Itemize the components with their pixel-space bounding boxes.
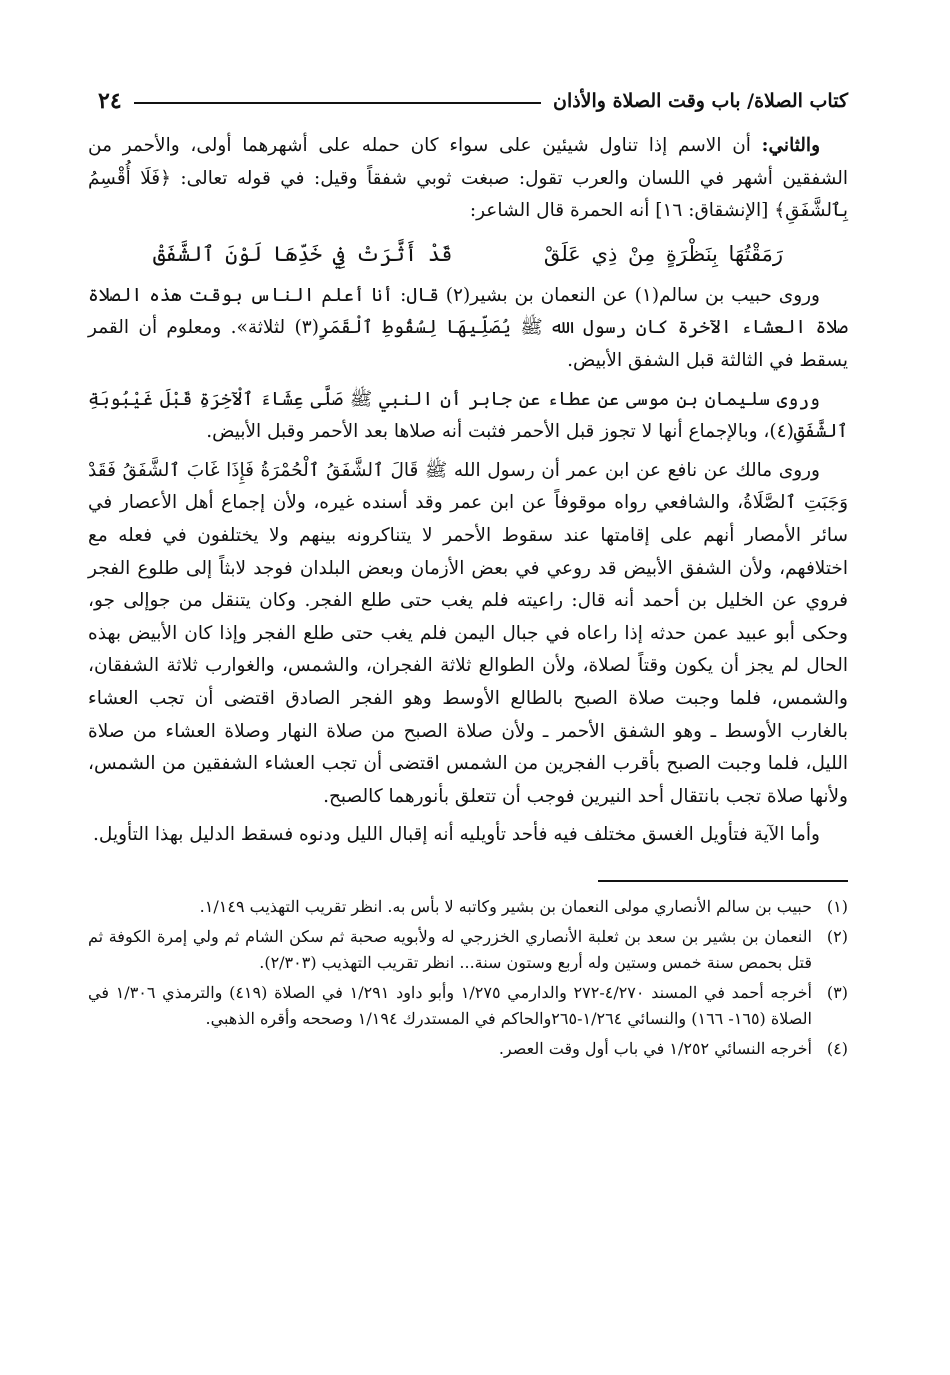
verse-hemistich-2: قَدْ أَثَّرَتْ فِي خَدِّهَا لَوْنَ ٱلشَّفَقْ <box>152 241 453 266</box>
paragraph-5: وأما الآية فتأويل الغسق مختلف فيه فأحد تأويليه أنه إقبال الليل ودنوه فسقط الدليل بهذا التأويل. <box>93 824 820 846</box>
header-rule <box>134 102 541 104</box>
footnote-number: (٣) <box>826 982 848 1002</box>
page-number: ٢٤ <box>98 88 122 114</box>
footnote-separator <box>598 880 848 882</box>
paragraph-3: وروى سليمان بن موسى عن عطاء عن جابر أن النبي ﷺ صَلَّى عِشَاءَ ٱلْآخِرَةِ قَبْلَ غَيْبُوبَةِ ٱلشَّفَقِ(٤)، وبالإجماع أنها لا تجوز قبل الأحمر فثبت أنه صلاها بعد الأحمر وقبل الأبيض. <box>88 388 848 443</box>
verse-hemistich-1: رَمَقْتُهَا بِنَظْرَةٍ مِنْ ذِي عَلَقْ <box>543 241 783 266</box>
poetry-verse <box>88 234 848 274</box>
footnote-number: (٤) <box>826 1038 848 1058</box>
paragraph-2: وروى حبيب بن سالم(١) عن النعمان بن بشير(٢) قال: أنا أعلم الناس بوقت هذه الصلاة صلاة العشاء الآخرة كان رسول الله ﷺ يُصَلِّيهَا لِسُقُوطِ ٱلْقَمَرِ(٣) لثلاثة». ومعلوم أن القمر يسقط في الثالثة قبل الشفق الأبيض. <box>88 284 848 371</box>
footnote-text: النعمان بن بشير بن سعد بن ثعلبة الأنصاري الخزرجي له ولأبويه صحبة ثم سكن الشام ثم ولي إمرة الكوفة ثم قتل بحمص سنة خمس وستين وله أربع وستون سنة... انظر تقريب التهذيب (٢/٣٠٣). <box>88 926 812 972</box>
paragraph-1 <box>88 130 848 228</box>
header-title: كتاب الصلاة/ باب وقت الصلاة والأذان <box>552 90 848 112</box>
footnote-2 <box>88 924 848 976</box>
paragraph-4: وروى مالك عن نافع عن ابن عمر أن رسول الله ﷺ قَالَ ٱلشَّفَقُ ٱلْحُمْرَةُ فَإِذَا غَابَ ٱلشَّفَقُ فَقَدْ وَجَبَتِ ٱلصَّلَاةُ، والشافعي رواه موقوفاً عن ابن عمر وقد أسنده غيره، ولأن إجماع أهل الأعصار في سائر الأمصار أنهم على إقامتها عند سقوط الأحمر لا يتناكرونه بينهم ولا يختلفون في فعله مع اختلافهم، ولأن الشفق الأبيض قد روعي في بعض الأزمان وبعض البلدان فوجد لابثاً إلى طلوع الفجر فروي عن الخليل بن أحمد أنه قال: راعيته فلم يغب حتى طلع الفجر. وكان يتنقل من جوإلى جو، وحكى أبو عبيد عمن حدثه إذا راعاه في جبال اليمن فلم يغب حتى طلع الفجر وإذا كان الأبيض بهذه الحال لم يجز أن يكون وقتاً لصلاة، ولأن الطوالع ثلاثة الفجران، والشمس، والغوارب ثلاثة الشفقان، والشمس، فلما وجبت صلاة الصبح بالطالع الأوسط وهو الفجر الصادق اقتضى أن تجب العشاء بالغارب الأوسط ـ وهو الشفق الأحمر ـ ولأن صلاة الصبح من صلاة النهار وصلاة العشاء من صلاة الليل، فلما وجبت الصبح بأقرب الفجرين من الشمس اقتضى أن تجب العشاء الشفقين من الشمس، ولأنها صلاة تجب بانتقال أحد النيرين فوجب أن تتعلق بأنورهما كالصبح. <box>88 459 848 807</box>
paragraph-text: أن الاسم إذا تناول شيئين على سواء كان حمله على أشهرهما أولى، والأحمر من الشفقين أشهر في اللسان والعرب تقول: صبغت ثوبي شفقاً وقيل: في قوله تعالى: ﴿فَلَا أُقْسِمُ بِٱلشَّفَقِ﴾ [الإنشقاق: ١٦] أنه الحمرة قال الشاعر: <box>88 135 848 222</box>
footnote-number: (٢) <box>826 926 848 946</box>
footnote-text: أخرجه أحمد في المسند ٤/٢٧٠-٢٧٢ والدارمي ١/٢٧٥ وأبو داود ١/٢٩١ في الصلاة (٤١٩) والترمذي ١/٣٠٦ في الصلاة (١٦٥- ١٦٦) والنسائي ١/٢٦٤-٢٦٥والحاكم في المستدرك ١/١٩٤ وصححه وأقره الذهبي. <box>88 982 812 1028</box>
footnote-1 <box>88 894 848 920</box>
book-page <box>88 86 848 1066</box>
footnote-number: (١) <box>826 896 848 916</box>
footnote-text: حبيب بن سالم الأنصاري مولى النعمان بن بشير وكاتبه لا بأس به. انظر تقريب التهذيب ١/١٤٩. <box>199 896 812 916</box>
main-text <box>88 130 848 852</box>
footnote-text: أخرجه النسائي ١/٢٥٢ في باب أول وقت العصر. <box>498 1038 812 1058</box>
footnote-3 <box>88 980 848 1032</box>
paragraph-lead: والثاني: <box>761 135 820 156</box>
running-header <box>88 86 848 116</box>
footnote-4 <box>88 1036 848 1062</box>
footnotes <box>88 894 848 1062</box>
